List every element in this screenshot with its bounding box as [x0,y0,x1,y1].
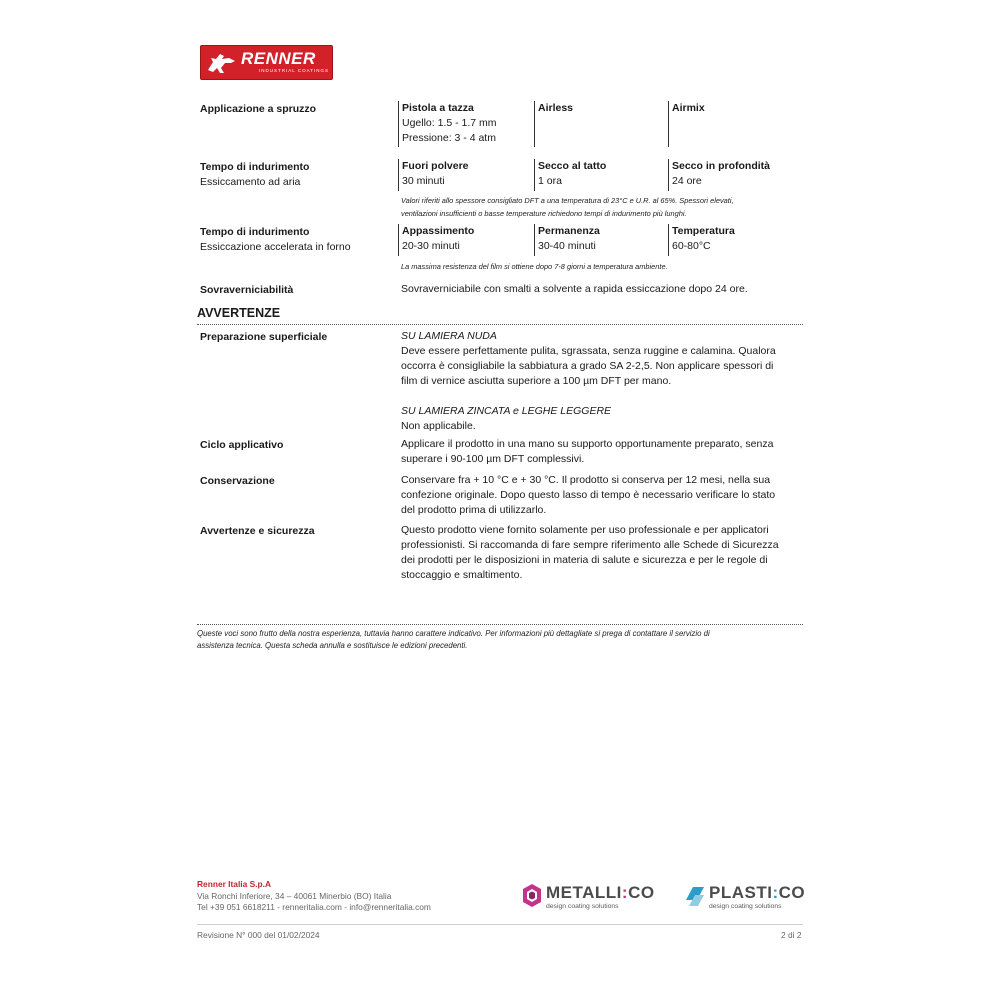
cure-air-note-line: ventilazioni insufficienti o basse temperature richiedono tempi di indurimento più lunghi. [401,209,687,218]
cure-col-title: Fuori polvere [402,160,469,172]
prep-text [401,329,803,434]
cycle-line: Applicare il prodotto in una mano su supporto opportunamente preparato, senza [401,438,774,450]
storage-line: Conservare fra + 10 °C e + 30 °C. Il prodotto si conserva per 12 mesi, nella sua [401,474,771,486]
cure-col-value: 30-40 minuti [538,240,596,252]
cure-air-col-touch-dry [534,159,668,191]
cure-col-title: Secco in profondità [672,160,771,172]
revision-info: Revisione N° 000 del 01/02/2024 [197,930,320,940]
safety-line: Questo prodotto viene fornito solamente per uso professionale e per applicatori [401,524,769,536]
plastico-logo [684,883,804,913]
metallico-mark-icon [521,884,543,908]
spray-col-line: Pressione: 3 - 4 atm [402,132,496,144]
cure-col-value: 30 minuti [402,175,445,187]
overcoat-label: Sovraverniciabilità [200,284,294,296]
page-number: 2 di 2 [781,930,802,940]
metallico-name: METALLI:CO [546,883,655,902]
cure-col-value: 20-30 minuti [402,240,460,252]
section-divider [197,324,803,325]
cure-col-value: 1 ora [538,175,562,187]
cure-air-sublabel: Essiccamento ad aria [200,176,301,188]
cure-col-value: 60-80°C [672,240,711,252]
company-contacts: Tel +39 051 6618211 - renneritalia.com - info@renneritalia.com [197,902,431,912]
cure-col-title: Temperatura [672,225,735,237]
prep-subheading: SU LAMIERA ZINCATA e LEGHE LEGGERE [401,405,612,417]
metallico-tagline: design coating solutions [546,903,619,910]
overcoat-text: Sovraverniciabile con smalti a solvente a rapida essiccazione dopo 24 ore. [401,283,748,295]
spray-col-title: Airmix [672,102,705,114]
cure-oven-col-flash-off [398,224,534,256]
footer-divider [197,924,803,925]
safety-line: stoccaggio e smaltimento. [401,569,523,581]
disclaimer [197,628,803,652]
plastico-name: PLASTI:CO [709,883,806,902]
safety-line: professionisti. Si raccomanda di fare sempre riferimento alle Schede di Sicurezza [401,539,779,551]
prep-line: Non applicabile. [401,420,476,432]
prep-subheading: SU LAMIERA NUDA [401,330,497,342]
cure-air-col-dust-free [398,159,534,191]
spray-col-cup-gun [398,101,534,147]
safety-label: Avvertenze e sicurezza [200,525,315,537]
cure-col-title: Appassimento [402,225,475,237]
prep-line: film di vernice asciutta superiore a 100 µm DFT per mano. [401,375,672,387]
logo-subtitle: INDUSTRIAL COATINGS [259,68,330,73]
disclaimer-line: Queste voci sono frutto della nostra esperienza, tuttavia hanno carattere indicativo. Per informazioni più dettagliate si prega di contattare il servizio di [197,629,710,638]
spray-col-line: Ugello: 1.5 - 1.7 mm [402,117,497,129]
prep-label: Preparazione superficiale [200,331,328,343]
company-info [197,879,431,914]
cycle-label: Ciclo applicativo [200,439,284,451]
disclaimer-divider [197,624,803,625]
cure-col-value: 24 ore [672,175,702,187]
safety-text [401,523,803,583]
storage-line: confezione originale. Dopo questo lasso di tempo è necessario verificare lo stato [401,489,776,501]
cycle-text [401,437,803,467]
spray-col-title: Pistola a tazza [402,102,474,114]
prep-line: Deve essere perfettamente pulita, sgrassata, senza ruggine e calamina. Qualora [401,345,776,357]
spray-col-airless [534,101,668,147]
cure-oven-col-dwell [534,224,668,256]
spray-label: Applicazione a spruzzo [200,103,317,115]
horse-icon [205,50,239,76]
safety-line: dei prodotti per le disposizioni in materia di salute e sicurezza e per le regole di [401,554,768,566]
cure-oven-label-block [200,225,351,255]
cure-air-note-line: Valori riferiti allo spessore consigliato DFT a una temperatura di 23°C e U.R. al 65%. Spessori elevati, [401,196,734,205]
plastico-tagline: design coating solutions [709,903,782,910]
metallico-logo [521,883,656,913]
cure-air-label-block [200,160,309,190]
company-address: Via Ronchi Inferiore, 34 – 40061 Minerbio (BO) Italia [197,890,392,901]
cure-col-title: Permanenza [538,225,600,237]
cycle-line: superare i 90-100 µm DFT complessivi. [401,453,585,465]
cure-oven-col-temperature [668,224,802,256]
cure-oven-sublabel: Essiccazione accelerata in forno [200,241,351,253]
cure-air-label: Tempo di indurimento [200,161,310,173]
cure-air-note [401,194,803,220]
spray-col-airmix [668,101,802,147]
renner-logo [200,45,333,80]
warnings-title: AVVERTENZE [197,306,281,320]
spray-col-title: Airless [538,102,574,114]
storage-line: del prodotto prima di utilizzarlo. [401,504,547,516]
prep-line: occorra è consigliabile la sabbiatura a grado SA 2-2,5. Non applicare spessori di [401,360,774,372]
cure-col-title: Secco al tatto [538,160,607,172]
storage-text [401,473,803,518]
cure-air-col-through-dry [668,159,802,191]
disclaimer-line: assistenza tecnica. Questa scheda annulla e sostituisce le edizioni precedenti. [197,641,468,650]
company-name: Renner Italia S.p.A [197,879,271,889]
cure-oven-label: Tempo di indurimento [200,226,310,238]
cure-oven-note: La massima resistenza del film si ottiene dopo 7-8 giorni a temperatura ambiente. [401,262,668,271]
logo-word: RENNER [241,49,316,68]
storage-label: Conservazione [200,475,275,487]
plastico-mark-icon [684,884,706,908]
